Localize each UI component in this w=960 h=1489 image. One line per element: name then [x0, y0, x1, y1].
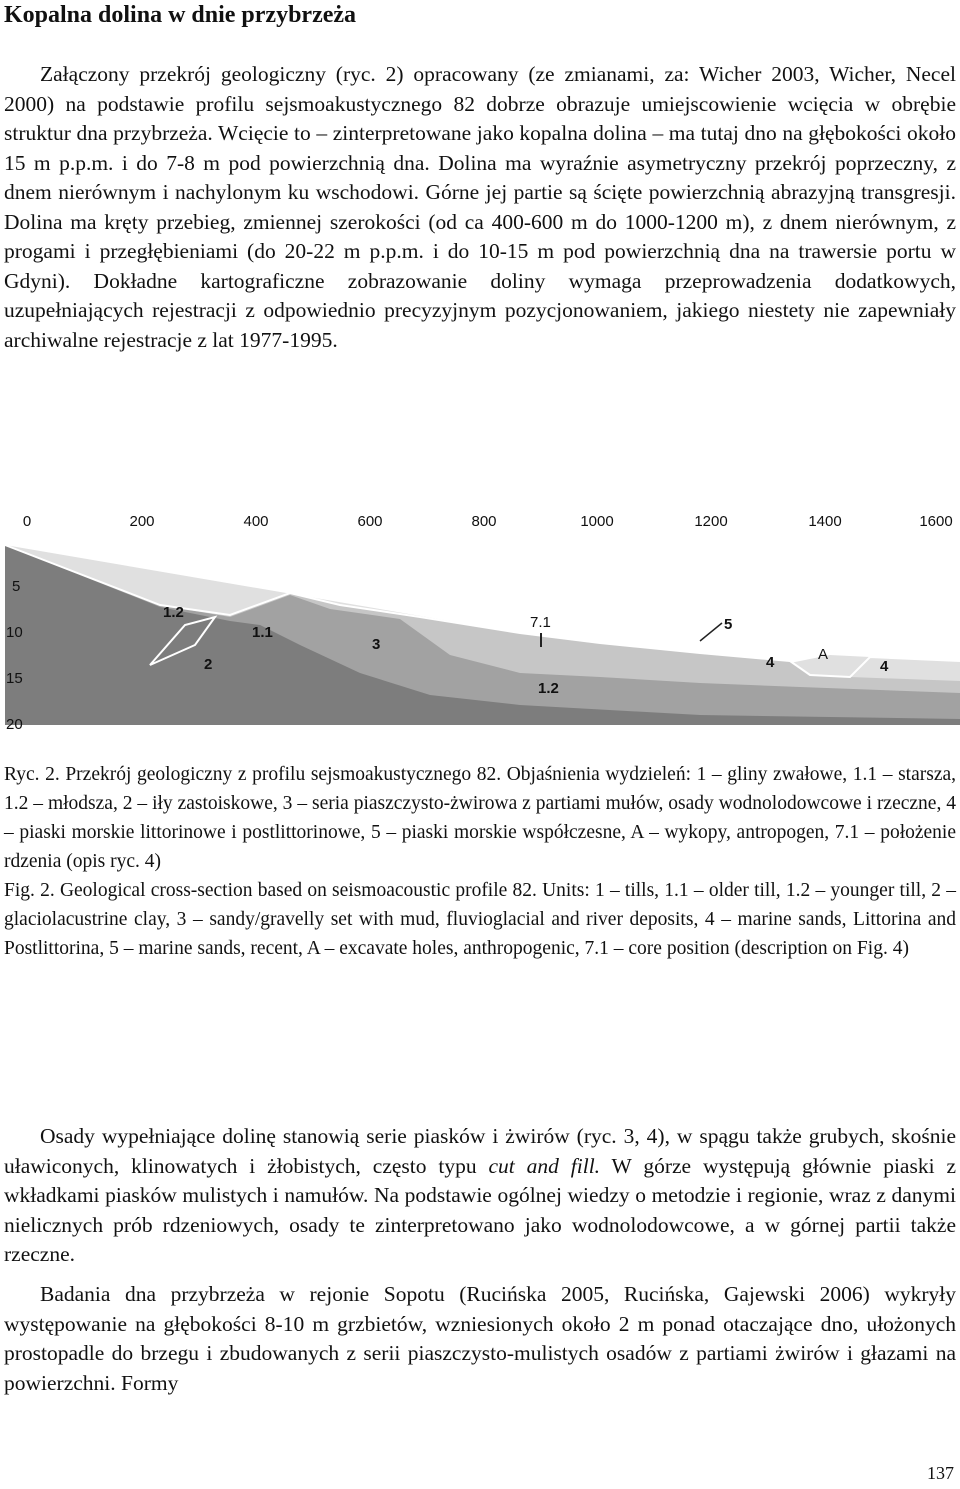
y-tick: 20 — [6, 716, 23, 733]
x-tick: 1000 — [580, 513, 614, 530]
x-tick: 1200 — [694, 513, 728, 530]
y-tick: 5 — [12, 578, 21, 595]
italic-term: cut and fill. — [488, 1153, 601, 1178]
unit-label: 1.2 — [163, 604, 184, 621]
figure-caption-polish: Ryc. 2. Przekrój geologiczny z profilu sejsmoakustycznego 82. Objaśnienia wydzieleń: 1 – gliny zwałowe, 1.1 – starsza, 1.2 – młodsza, 2 – iły zastoiskowe, 3 – seria piaszczysto-żwirowa z partiami mułów, osady wodnolodowcowe i rzeczne, 4 – piaski morskie littorinowe i postlittorinowe, 5 – piaski morskie współczesne, A – wykopy, antropogen, 7.1 – położenie rdzenia (opis ryc. 4) — [4, 764, 956, 872]
paragraph-intro: Załączony przekrój geologiczny (ryc. 2) opracowany (ze zmianami, za: Wicher 2003, Wicher, Necel 2000) na podstawie profilu sejsmoakustycznego 82 dobrze obrazuje umiejscowienie wcięcia w obrębie struktur dna przybrzeża. Wcięcie to – zinterpretowane jako kopalna dolina – ma tutaj dno na głębokości około 15 m p.p.m. i do 7-8 m pod powierzchnią dna. Dolina ma wyraźnie asymetryczny przekrój poprzeczny, z dnem nierównym i nachylonym ku wschodowi. Górne jej partie są ścięte powierzchnią abrazyjną transgresji. Dolina ma kręty przebieg, zmiennej szerokości (od ca 400-600 m do 1000-1200 m), z dnem nierównym, z progami i przegłębieniami (do 20-22 m p.p.m. i do 10-15 m pod powierzchnią dna na trawersie portu w Gdyni). Dokładne kartograficzne zobrazowanie doliny wymaga przeprowadzenia dodatkowych, uzupełniających rejestracji z odpowiednio precyzyjnym pozycjonowaniem, jakiego niestety nie zapewniały archiwalne rejestracje z lat 1977-1995. — [4, 62, 956, 352]
y-tick: 15 — [6, 670, 23, 687]
unit-label: 1.1 — [252, 624, 273, 641]
unit-label: 4 — [766, 654, 775, 671]
cross-section-svg — [0, 505, 960, 737]
unit-label: 4 — [880, 658, 889, 675]
x-tick: 0 — [22, 513, 32, 530]
paragraph-sopot: Badania dna przybrzeża w rejonie Sopotu (Rucińska 2005, Rucińska, Gajewski 2006) wykryły występowanie na głębokości 8-10 m grzbietów, wzniesionych około 2 m ponad otaczające dno, ułożonych prostopadle do brzegu i zbudowanych z serii piaszczysto-mulistych osadów z partiami żwirów i głazami na powierzchni. Formy — [4, 1282, 956, 1395]
y-tick: 10 — [6, 624, 23, 641]
geological-cross-section-figure — [0, 505, 960, 737]
unit-label: 3 — [372, 636, 381, 653]
x-tick: 200 — [129, 513, 155, 530]
paragraph-text-start: Osady wypełniające dolinę stanowią serie piasków i żwirów (ryc. 3, 4), w spągu także grubych, skośnie uławiconych, klinowatych i żłobistych, często typu — [4, 1124, 956, 1178]
section-heading: Kopalna dolina w dnie przybrzeża — [4, 2, 357, 28]
unit-label: 2 — [204, 656, 213, 673]
unit-label: 7.1 — [530, 614, 551, 631]
paragraph-text-end: W górze występują głównie piaski z wkładkami piasków mulistych i namułów. Na podstawie ogólnej wiedzy o metodzie i regionie, wraz z danymi nielicznych prób rdzeniowych, osady te zinterpretowano jako wodnolodowcowe, a w górnej partii także rzeczne. — [4, 1153, 956, 1266]
unit-label: A — [818, 646, 829, 663]
x-tick: 1600 — [919, 513, 953, 530]
paragraph-valley-fill — [4, 1122, 956, 1270]
x-tick: 400 — [243, 513, 269, 530]
figure-caption-english: Fig. 2. Geological cross-section based on seismoacoustic profile 82. Units: 1 – tills, 1.1 – older till, 1.2 – younger till, 2 – glaciolacustrine clay, 3 – sandy/gravelly set with mud, fluvioglacial and river deposits, 4 – marine sands, Littorina and Postlittorina, 5 – marine sands, recent, A – excavate holes, anthropogenic, 7.1 – core position (description on Fig. 4) — [4, 880, 956, 959]
unit-label: 5 — [724, 616, 733, 633]
page-number: 137 — [927, 1463, 954, 1483]
x-tick: 1400 — [808, 513, 842, 530]
x-tick: 600 — [357, 513, 383, 530]
x-axis-ticks — [23, 513, 953, 530]
unit-label: 1.2 — [538, 680, 559, 697]
x-tick: 800 — [471, 513, 497, 530]
